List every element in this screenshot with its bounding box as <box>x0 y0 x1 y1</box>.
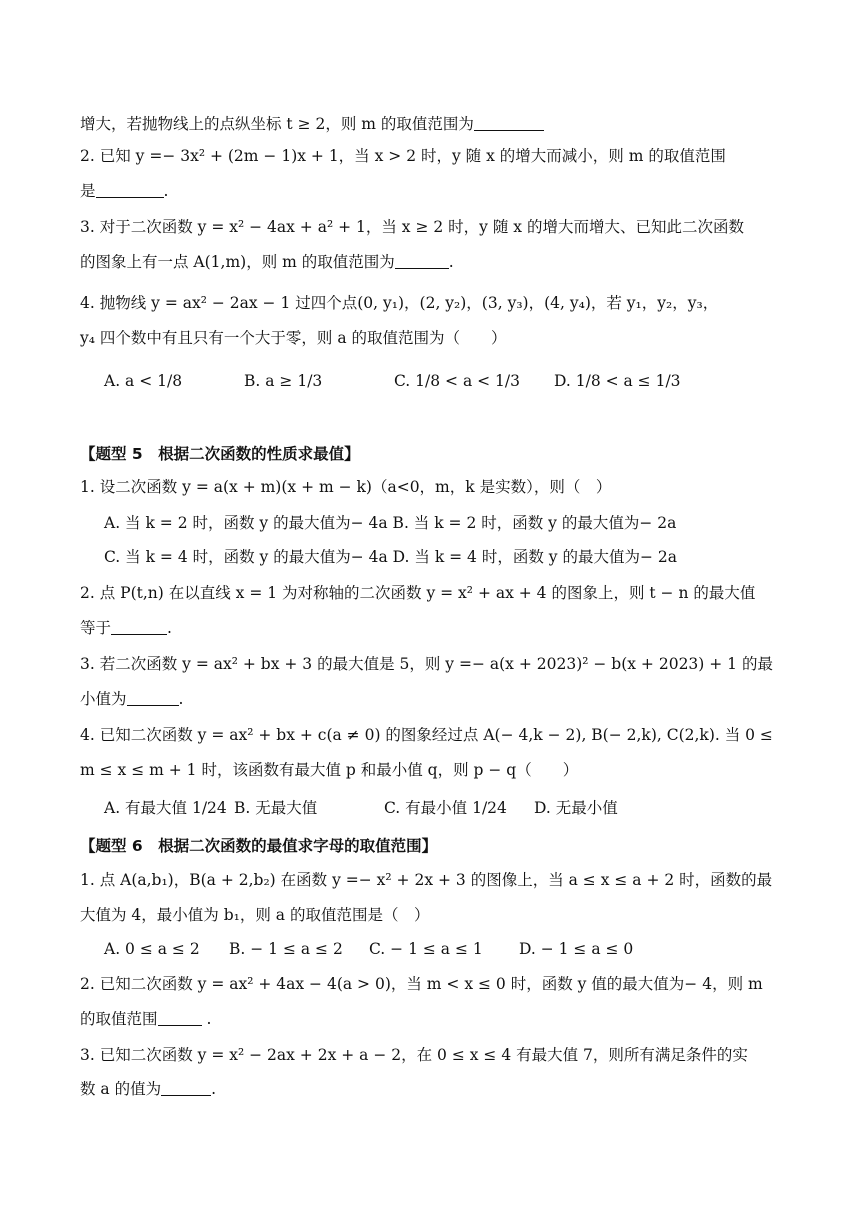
line-l6: 4. 抛物线 y = ax² − 2ax − 1 过四个点(0, y₁)，(2, y₂)，(3, y₃)，(4, y₄)，若 y₁，y₂，y₃， <box>80 294 719 312</box>
option-a: A. a < 1/8 <box>104 372 183 390</box>
option-d: D. − 1 ≤ a ≤ 0 <box>519 940 634 958</box>
answer-blank <box>161 1079 211 1096</box>
answer-blank <box>111 618 167 635</box>
line-l25: 数 a 的值为 . <box>80 1080 217 1098</box>
line-l9: 1. 设二次函数 y = a(x + m)(x + m − k)（a<0，m，k 是实数），则（ ） <box>80 478 612 496</box>
line-l7: y₄ 四个数中有且只有一个大于零，则 a 的取值范围为（ ） <box>80 329 507 347</box>
line-l15: 小值为 . <box>80 690 184 708</box>
options-row-2 <box>104 797 618 819</box>
line-l13: 等于 . <box>80 619 172 637</box>
line-l24: 3. 已知二次函数 y = x² − 2ax + 2x + a − 2，在 0 ≤ x ≤ 4 有最大值 7，则所有满足条件的实 <box>80 1046 748 1064</box>
line-l4: 3. 对于二次函数 y = x² − 4ax + a² + 1，当 x ≥ 2 时，y 随 x 的增大而增大、已知此二次函数 <box>80 218 744 236</box>
section-heading-6: 【题型 6 根据二次函数的最值求字母的取值范围】 <box>80 837 438 855</box>
options-row-3 <box>104 938 633 960</box>
option-c: C. 1/8 < a < 1/3 <box>394 372 520 390</box>
line-l12: 2. 点 P(t,n) 在以直线 x = 1 为对称轴的二次函数 y = x² + ax + 4 的图象上，则 t − n 的最大值 <box>80 584 756 602</box>
options-row-1 <box>104 370 681 392</box>
answer-blank <box>96 181 164 198</box>
line-l14: 3. 若二次函数 y = ax² + bx + 3 的最大值是 5，则 y =− a(x + 2023)² − b(x + 2023) + 1 的最 <box>80 655 773 673</box>
line-l5: 的图象上有一点 A(1,m)，则 m 的取值范围为 . <box>80 253 454 271</box>
option-a: A. 有最大值 1/24 <box>104 799 227 817</box>
line-l3: 是 . <box>80 182 169 200</box>
line-l11: C. 当 k = 4 时，函数 y 的最大值为− 4a D. 当 k = 4 时，函数 y 的最大值为− 2a <box>104 548 677 566</box>
option-d: D. 无最小值 <box>534 799 618 817</box>
section-heading-5: 【题型 5 根据二次函数的性质求最值】 <box>80 445 360 463</box>
line-l1: 增大，若抛物线上的点纵坐标 t ≥ 2，则 m 的取值范围为 <box>80 113 544 135</box>
line-l19: 1. 点 A(a,b₁)，B(a + 2,b₂) 在函数 y =− x² + 2x + 3 的图像上，当 a ≤ x ≤ a + 2 时，函数的最 <box>80 871 773 889</box>
line-l23: 的取值范围 . <box>80 1010 212 1028</box>
option-b: B. a ≥ 1/3 <box>244 372 323 390</box>
option-b: B. − 1 ≤ a ≤ 2 <box>229 940 343 958</box>
line-l16: 4. 已知二次函数 y = ax² + bx + c(a ≠ 0) 的图象经过点 A(− 4,k − 2), B(− 2,k), C(2,k). 当 0 ≤ <box>80 726 773 744</box>
line-l2: 2. 已知 y =− 3x² + (2m − 1)x + 1，当 x > 2 时，y 随 x 的增大而减小，则 m 的取值范围 <box>80 147 726 165</box>
answer-blank <box>395 252 449 269</box>
answer-blank <box>474 114 544 131</box>
option-c: C. − 1 ≤ a ≤ 1 <box>369 940 483 958</box>
line-l17: m ≤ x ≤ m + 1 时，该函数有最大值 p 和最小值 q，则 p − q（ ） <box>80 761 579 779</box>
answer-blank <box>158 1009 202 1026</box>
line-l22: 2. 已知二次函数 y = ax² + 4ax − 4(a > 0)，当 m < x ≤ 0 时，函数 y 值的最大值为− 4，则 m <box>80 975 763 993</box>
option-b: B. 无最大值 <box>234 799 318 817</box>
answer-blank <box>127 689 179 706</box>
line-l20: 大值为 4，最小值为 b₁，则 a 的取值范围是（ ） <box>80 906 430 924</box>
option-d: D. 1/8 < a ≤ 1/3 <box>554 372 681 390</box>
line-l10: A. 当 k = 2 时，函数 y 的最大值为− 4a B. 当 k = 2 时，函数 y 的最大值为− 2a <box>104 514 677 532</box>
option-a: A. 0 ≤ a ≤ 2 <box>104 940 200 958</box>
option-c: C. 有最小值 1/24 <box>384 799 507 817</box>
